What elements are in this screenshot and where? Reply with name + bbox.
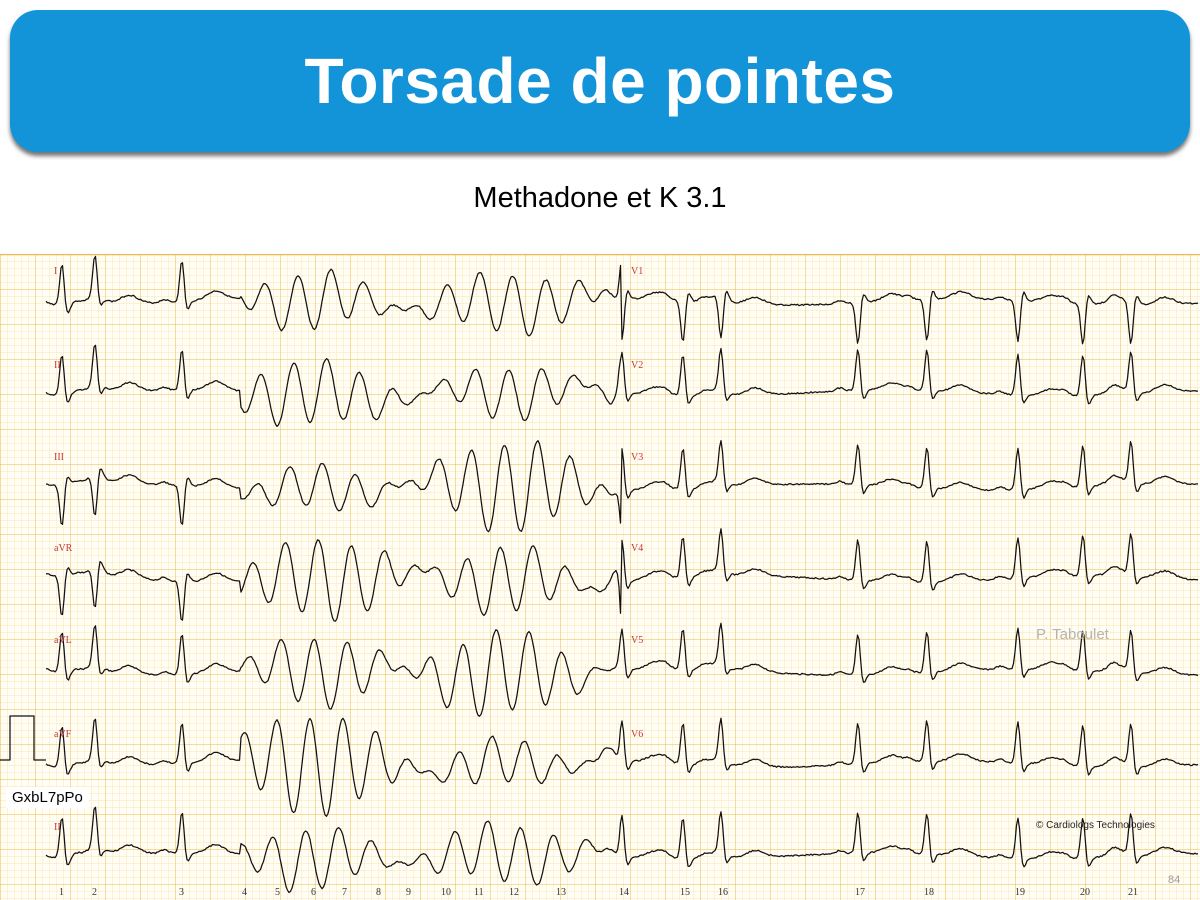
lead-label-v6: V6 (631, 729, 644, 740)
beat-number: 7 (342, 887, 347, 898)
beat-number: 5 (275, 887, 280, 898)
slide-subtitle: Methadone et K 3.1 (473, 182, 727, 214)
lead-label-v5: V5 (631, 635, 644, 646)
beat-number: 17 (855, 887, 865, 898)
beat-number: 21 (1128, 887, 1138, 898)
lead-label-v2: V2 (631, 360, 644, 371)
beat-number: 1 (59, 887, 64, 898)
beat-number: 6 (311, 887, 316, 898)
beat-number: 16 (718, 887, 728, 898)
lead-label-ii: II (54, 822, 61, 833)
lead-label-ii: II (54, 360, 61, 371)
lead-label-avr: aVR (54, 543, 73, 554)
slide-title: Torsade de pointes (304, 45, 896, 117)
lead-label-v3: V3 (631, 452, 644, 463)
beat-number: 2 (92, 887, 97, 898)
beat-number: 18 (924, 887, 934, 898)
beat-number: 8 (376, 887, 381, 898)
beat-number: 20 (1080, 887, 1090, 898)
beat-number: 9 (406, 887, 411, 898)
beat-number: 10 (441, 887, 451, 898)
beat-number: 14 (619, 887, 629, 898)
beat-number: 12 (509, 887, 519, 898)
ecg-tracing (0, 254, 1200, 900)
author-watermark: P. Taboulet (1036, 626, 1109, 643)
beat-number: 4 (242, 887, 247, 898)
lead-label-avf: aVF (54, 729, 72, 740)
page-number: 84 (1168, 874, 1181, 886)
beat-number: 15 (680, 887, 690, 898)
case-id: GxbL7pPo (6, 787, 89, 808)
lead-label-v1: V1 (631, 266, 644, 277)
beat-number: 19 (1015, 887, 1025, 898)
copyright-notice: © Cardiologs Technologies (1036, 820, 1155, 831)
lead-label-i: I (54, 266, 58, 277)
lead-label-v4: V4 (631, 543, 644, 554)
title-banner (10, 10, 1190, 152)
beat-number: 11 (474, 887, 484, 898)
beat-number: 13 (556, 887, 566, 898)
beat-number: 3 (179, 887, 184, 898)
lead-label-avl: aVL (54, 635, 72, 646)
lead-label-iii: III (54, 452, 64, 463)
